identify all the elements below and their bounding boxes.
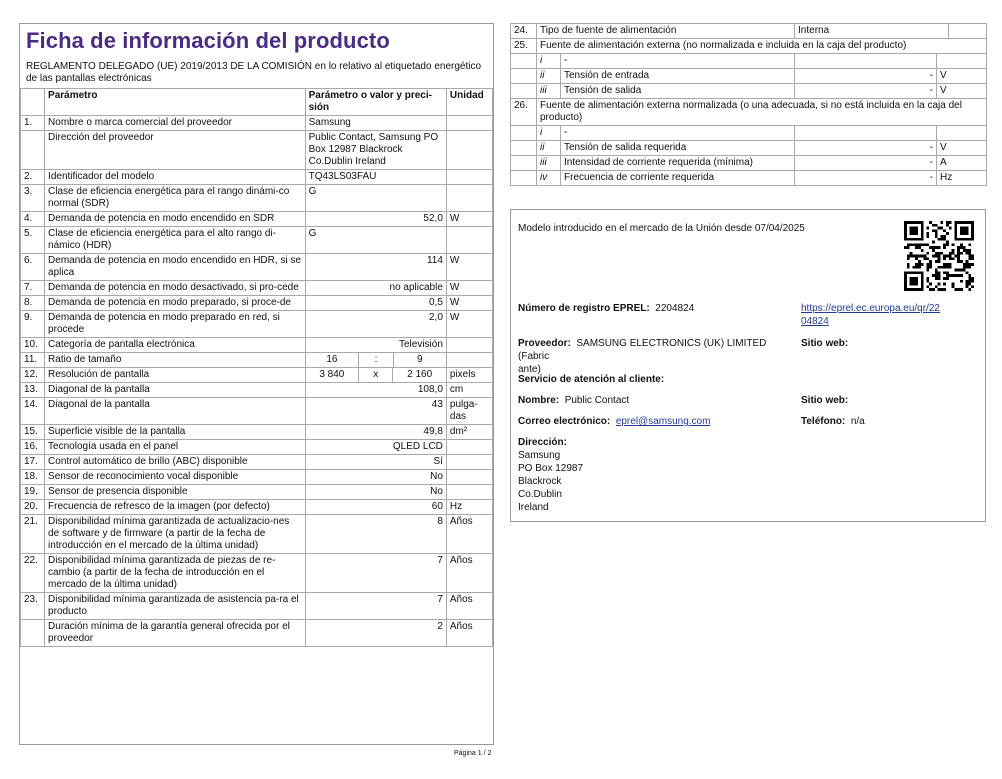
eprel-label: Número de registro EPREL: — [518, 303, 650, 314]
row-unit: Años — [446, 593, 492, 620]
row-unit: Años — [446, 554, 492, 593]
row-value: 7 — [305, 593, 446, 620]
market-date: Modelo introducido en el mercado de la Unión desde 07/04/2025 — [518, 223, 805, 234]
table-row — [21, 620, 493, 647]
row-number: 12. — [21, 368, 45, 383]
table-row — [21, 170, 493, 185]
qr-code-icon[interactable] — [904, 221, 974, 291]
row-number: 21. — [21, 515, 45, 554]
row-value: 7 — [305, 554, 446, 593]
table-row: 26. Fuente de alimentación externa normalizada (o una adecuada, si no está incluida en la caja del producto) — [511, 99, 987, 126]
row-unit: cm — [446, 383, 492, 398]
row-parameter: Duración mínima de la garantía general ofrecida por el proveedor — [45, 620, 306, 647]
row-number: 6. — [21, 254, 45, 281]
row-unit — [446, 440, 492, 455]
table-row — [21, 398, 493, 425]
row-parameter: Disponibilidad mínima garantizada de actualizacio-nes de software y de firmware (a partir de la fecha de introducción en el mercado de la última unidad) — [45, 515, 306, 554]
row-value — [305, 368, 446, 383]
website-label-2: Sitio web: — [801, 395, 849, 406]
table-row — [21, 338, 493, 353]
row-unit: dm² — [446, 425, 492, 440]
email-link[interactable]: eprel@samsung.com — [615, 416, 711, 427]
website-label: Sitio web: — [801, 338, 849, 349]
table-row — [21, 593, 493, 620]
row-parameter: Ratio de tamaño — [45, 353, 306, 368]
row-number: 14. — [21, 398, 45, 425]
row-parameter: Categoría de pantalla electrónica — [45, 338, 306, 353]
row-number: 16. — [21, 440, 45, 455]
row-number: 11. — [21, 353, 45, 368]
row-parameter: Control automático de brillo (ABC) disponible — [45, 455, 306, 470]
row-value: No — [305, 485, 446, 500]
row-value: G — [305, 185, 446, 212]
row-number: 3. — [21, 185, 45, 212]
address-label: Dirección: — [518, 437, 567, 448]
page-number: Página 1 / 2 — [454, 750, 492, 757]
table-row — [21, 383, 493, 398]
row-parameter: Demanda de potencia en modo preparado en red, si procede — [45, 311, 306, 338]
row-unit: W — [446, 212, 492, 227]
row-number: 20. — [21, 500, 45, 515]
row-number: 10. — [21, 338, 45, 353]
row-value-part: 9 — [417, 354, 423, 365]
row-number: 2. — [21, 170, 45, 185]
row-unit — [446, 131, 492, 170]
table-row — [21, 455, 493, 470]
row-value-part: 2 160 — [407, 369, 433, 380]
row-value-part: 3 840 — [306, 368, 359, 382]
row-number: 23. — [21, 593, 45, 620]
row-parameter: Diagonal de la pantalla — [45, 383, 306, 398]
row-value: QLED LCD — [305, 440, 446, 455]
row-value: 60 — [305, 500, 446, 515]
address-line: Samsung — [518, 450, 561, 461]
address-line: PO Box 12987 — [518, 463, 584, 474]
row-unit — [446, 338, 492, 353]
row-parameter: Demanda de potencia en modo encendido en SDR — [45, 212, 306, 227]
row-value-part: 16 — [306, 353, 359, 367]
address-line: Co.Dublin — [518, 489, 562, 500]
row-value: Sí — [305, 455, 446, 470]
phone-label: Teléfono: — [801, 416, 846, 427]
row-value: Televisión — [305, 338, 446, 353]
row-unit — [446, 227, 492, 254]
table-row — [21, 311, 493, 338]
row-number: 18. — [21, 470, 45, 485]
row-number: 15. — [21, 425, 45, 440]
row-parameter: Resolución de pantalla — [45, 368, 306, 383]
name-label: Nombre: — [518, 395, 560, 406]
table-row: iv Frecuencia de corriente requerida - Hz — [511, 171, 987, 186]
table-row: i - — [511, 126, 987, 141]
page-title: Ficha de información del producto — [26, 28, 390, 53]
row-unit: W — [446, 311, 492, 338]
supplier-info-box: Modelo introducido en el mercado de la Unión desde 07/04/2025 Número de registro EPREL: 2204824 https://eprel.ec.europa.eu/qr/22 04824 Proveedor: SAMSUNG ELECTRONICS (UK) LIMITED (Fabric ante) Sitio web: Servicio de atención al cliente: Nombre: Public Contact Sitio web: Correo electrónico: eprel@samsung.com Teléfono: n/a Dirección: Samsung PO Box 12987 Blackrock Co.Dublin Ireland — [510, 209, 986, 522]
row-parameter: Disponibilidad mínima garantizada de piezas de re-cambio (a partir de la fecha de introducción en el mercado de la última unidad) — [45, 554, 306, 593]
table-row — [21, 554, 493, 593]
row-value: 8 — [305, 515, 446, 554]
table-row — [21, 116, 493, 131]
table-header-row — [21, 89, 493, 116]
row-unit: W — [446, 281, 492, 296]
row-parameter: Tecnología usada en el panel — [45, 440, 306, 455]
row-unit — [446, 353, 492, 368]
address-line: Blackrock — [518, 476, 562, 487]
row-parameter: Clase de eficiencia energética para el rango dinámi-co normal (SDR) — [45, 185, 306, 212]
row-unit: pulga-das — [446, 398, 492, 425]
row-value-part: : — [359, 353, 394, 367]
table-row — [21, 485, 493, 500]
row-number: 4. — [21, 212, 45, 227]
row-value: 2 — [305, 620, 446, 647]
row-parameter: Demanda de potencia en modo preparado, si proce-de — [45, 296, 306, 311]
table-row — [21, 368, 493, 383]
header-unit: Unidad — [446, 89, 492, 116]
table-row — [21, 440, 493, 455]
phone-value: n/a — [850, 416, 865, 427]
header-param: Parámetro — [45, 89, 306, 116]
table-row: ii Tensión de salida requerida - V — [511, 141, 987, 156]
table-row: iii Tensión de salida - V — [511, 84, 987, 99]
row-value: TQ43LS03FAU — [305, 170, 446, 185]
row-value: 0,5 — [305, 296, 446, 311]
row-value — [305, 353, 446, 368]
table-row: iii Intensidad de corriente requerida (mínima) - A — [511, 156, 987, 171]
row-unit — [446, 470, 492, 485]
regulation-subtitle: REGLAMENTO DELEGADO (UE) 2019/2013 DE LA COMISIÓN en lo relativo al etiquetado energético de las pantallas electrónicas — [26, 61, 482, 84]
table-row: 25. Fuente de alimentación externa (no normalizada e incluida en la caja del producto) — [511, 39, 987, 54]
row-value: 49,8 — [305, 425, 446, 440]
row-unit: Años — [446, 620, 492, 647]
row-parameter: Diagonal de la pantalla — [45, 398, 306, 425]
eprel-link[interactable]: https://eprel.ec.europa.eu/qr/22 04824 — [801, 303, 940, 327]
row-number: 7. — [21, 281, 45, 296]
row-value: Public Contact, Samsung PO Box 12987 Blackrock Co.Dublin Ireland — [305, 131, 446, 170]
product-info-sheet — [19, 23, 494, 745]
row-parameter: Demanda de potencia en modo encendido en HDR, si se aplica — [45, 254, 306, 281]
email-label: Correo electrónico: — [518, 416, 611, 427]
table-row — [21, 470, 493, 485]
table-row — [21, 425, 493, 440]
row-number: 8. — [21, 296, 45, 311]
table-row — [21, 515, 493, 554]
row-unit: W — [446, 296, 492, 311]
row-number: 13. — [21, 383, 45, 398]
table-row: ii Tensión de entrada - V — [511, 69, 987, 84]
row-unit — [446, 116, 492, 131]
table-row — [21, 227, 493, 254]
row-unit: Años — [446, 515, 492, 554]
row-value: 114 — [305, 254, 446, 281]
row-parameter: Superficie visible de la pantalla — [45, 425, 306, 440]
row-value: 43 — [305, 398, 446, 425]
name-value: Public Contact — [564, 395, 630, 406]
eprel-value: 2204824 — [655, 303, 695, 314]
row-value: Samsung — [305, 116, 446, 131]
table-row — [21, 500, 493, 515]
table-row — [21, 185, 493, 212]
table-row — [21, 296, 493, 311]
row-unit: Hz — [446, 500, 492, 515]
row-number: 19. — [21, 485, 45, 500]
row-value-part: x — [359, 368, 393, 382]
provider-value: SAMSUNG ELECTRONICS (UK) LIMITED (Fabric — [518, 338, 767, 362]
row-value: 108,0 — [305, 383, 446, 398]
parameters-table — [20, 88, 493, 647]
power-supply-table-wrap — [510, 23, 986, 186]
provider-label: Proveedor: — [518, 338, 571, 349]
row-number: 22. — [21, 554, 45, 593]
table-row — [21, 353, 493, 368]
row-parameter: Sensor de reconocimiento vocal disponible — [45, 470, 306, 485]
power-supply-table — [510, 23, 987, 186]
table-row — [21, 212, 493, 227]
row-unit: W — [446, 254, 492, 281]
row-number — [21, 620, 45, 647]
row-parameter: Clase de eficiencia energética para el alto rango di-námico (HDR) — [45, 227, 306, 254]
row-unit — [446, 485, 492, 500]
row-parameter: Disponibilidad mínima garantizada de asistencia pa-ra el producto — [45, 593, 306, 620]
table-row — [21, 254, 493, 281]
row-unit — [446, 455, 492, 470]
row-unit: pixels — [446, 368, 492, 383]
row-number — [21, 131, 45, 170]
row-value: No — [305, 470, 446, 485]
row-number: 17. — [21, 455, 45, 470]
service-label: Servicio de atención al cliente: — [518, 374, 665, 385]
table-row: i - — [511, 54, 987, 69]
row-value: 52,0 — [305, 212, 446, 227]
row-unit — [446, 170, 492, 185]
row-unit — [446, 185, 492, 212]
address-line: Ireland — [518, 502, 549, 513]
table-row — [21, 281, 493, 296]
header-value: Parámetro o valor y preci-sión — [305, 89, 446, 116]
row-parameter: Identificador del modelo — [45, 170, 306, 185]
table-row: 24. Tipo de fuente de alimentación Interna — [511, 24, 987, 39]
row-value: no aplicable — [305, 281, 446, 296]
row-parameter: Sensor de presencia disponible — [45, 485, 306, 500]
row-value: G — [305, 227, 446, 254]
table-row — [21, 131, 493, 170]
row-number: 1. — [21, 116, 45, 131]
row-parameter: Frecuencia de refresco de la imagen (por defecto) — [45, 500, 306, 515]
row-parameter: Nombre o marca comercial del proveedor — [45, 116, 306, 131]
row-parameter: Demanda de potencia en modo desactivado, si pro-cede — [45, 281, 306, 296]
row-number: 9. — [21, 311, 45, 338]
row-number: 5. — [21, 227, 45, 254]
row-value: 2,0 — [305, 311, 446, 338]
row-parameter: Dirección del proveedor — [45, 131, 306, 170]
